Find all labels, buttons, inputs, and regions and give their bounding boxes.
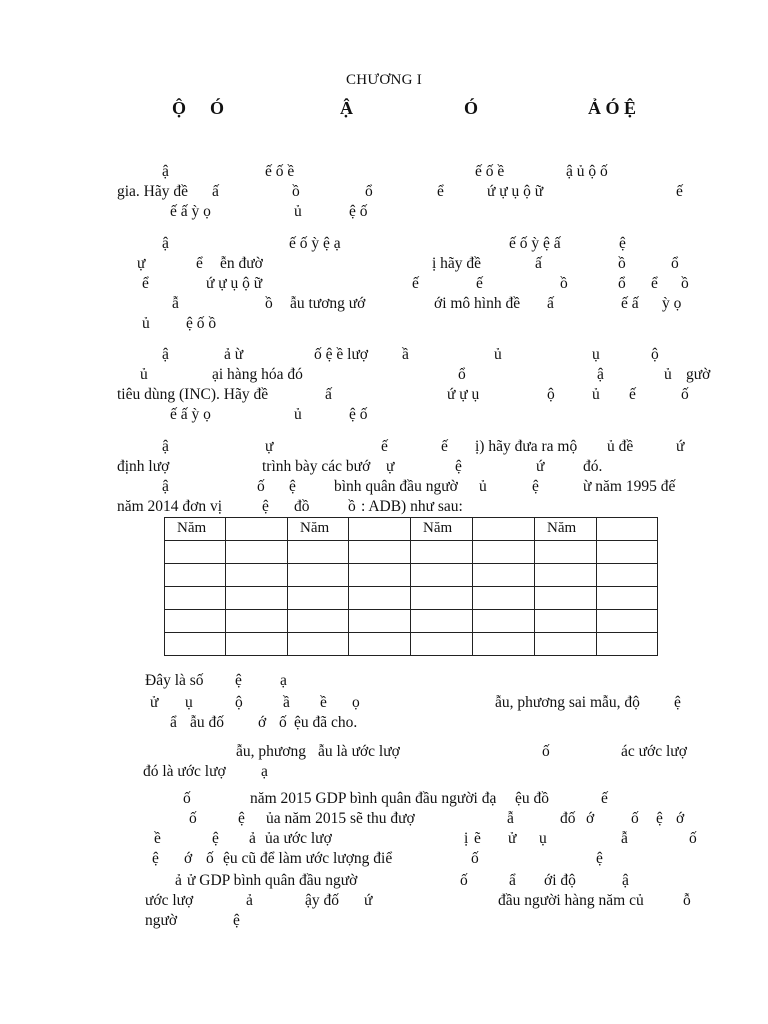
text-segment: đầu người hàng năm củ	[498, 892, 644, 909]
table-cell	[165, 541, 226, 564]
text-segment: ậ	[162, 235, 169, 252]
text-segment: ớ	[258, 714, 267, 731]
text-segment: ác ước lượ	[621, 743, 687, 760]
table-row	[165, 541, 658, 564]
table-cell	[288, 587, 349, 610]
text-segment: ế	[412, 275, 419, 292]
text-segment: ồ	[265, 295, 273, 312]
text-segment: gườ	[686, 366, 711, 383]
text-segment: tiêu dùng (INC). Hãy đề	[117, 386, 269, 403]
text-segment: ồ	[618, 255, 626, 272]
text-segment: năm 2015 GDP bình quân đầu người đạ	[250, 790, 497, 807]
table-cell	[349, 610, 411, 633]
table-cell	[288, 610, 349, 633]
text-segment: ố	[689, 830, 697, 847]
text-segment: ớ	[586, 810, 595, 827]
text-segment: ủ	[294, 203, 302, 220]
text-segment: ự	[386, 458, 395, 475]
text-segment: ộ	[651, 346, 659, 363]
table-cell	[597, 610, 658, 633]
text-segment: ệ	[674, 694, 681, 711]
text-segment: ự	[265, 438, 274, 455]
text-segment: ồ	[348, 498, 356, 515]
text-segment: ổ	[458, 366, 466, 383]
text-segment: ậ	[162, 478, 169, 495]
text-segment: ỳ ọ	[662, 295, 682, 312]
text-segment: ệ	[233, 912, 240, 929]
text-segment: đồ	[294, 498, 310, 515]
text-segment: ố	[542, 743, 550, 760]
text-segment: ụ	[592, 346, 600, 363]
table-header-cell: Năm	[165, 518, 226, 541]
text-segment: ủa năm 2015 sẽ thu đượ	[266, 810, 415, 827]
text-segment: ố	[279, 714, 287, 731]
text-segment: ệ	[235, 672, 242, 689]
text-segment: ẫ	[172, 295, 179, 312]
text-segment: ệ	[619, 235, 626, 252]
text-segment: ệ	[596, 850, 603, 867]
text-segment: ẩ	[170, 714, 177, 731]
text-segment: ị) hãy đưa ra mộ	[475, 438, 578, 455]
text-segment: ế	[601, 790, 608, 807]
text-segment: ậy đố	[305, 892, 340, 909]
text-segment: ệu đã cho.	[294, 714, 358, 731]
table-cell	[597, 564, 658, 587]
table-row	[165, 633, 658, 656]
text-segment: Đây là số	[145, 672, 204, 689]
text-segment: ệ ố	[349, 203, 368, 220]
text-segment: ệ ố ồ	[186, 315, 217, 332]
text-segment: ọ	[352, 694, 360, 711]
text-segment: ậ	[162, 346, 169, 363]
table-cell	[165, 633, 226, 656]
text-segment: : ADB) như sau:	[361, 498, 463, 515]
text-segment: ậ	[162, 438, 169, 455]
text-segment: ế ố ề	[475, 163, 505, 180]
table-cell	[597, 541, 658, 564]
table-cell	[349, 541, 411, 564]
text-segment: ấ	[325, 386, 332, 403]
table-cell	[411, 633, 473, 656]
text-segment: ế	[676, 183, 683, 200]
text-segment: ủa ước lượ	[265, 830, 332, 847]
text-segment: ồ	[560, 275, 568, 292]
text-segment: ủ	[664, 366, 672, 383]
table-cell	[535, 610, 597, 633]
text-segment: ớ	[676, 810, 685, 827]
text-segment: ố	[206, 850, 214, 867]
text-segment: ệ	[262, 498, 269, 515]
text-segment: ệ	[455, 458, 462, 475]
table-cell	[288, 564, 349, 587]
text-segment: ới mô hình đề	[434, 295, 521, 312]
text-segment: ử	[150, 694, 159, 711]
text-segment: ự	[137, 255, 146, 272]
text-segment: ị hãy đề	[432, 255, 482, 272]
text-segment: ề	[320, 694, 327, 711]
table-cell	[226, 564, 288, 587]
table-cell	[226, 541, 288, 564]
text-segment: ả	[175, 872, 182, 889]
table-header-row	[165, 518, 658, 541]
text-segment: ả	[249, 830, 256, 847]
text-segment: ẫu là ước lượ	[318, 743, 400, 760]
text-segment: ộ	[235, 694, 243, 711]
text-segment: ả	[246, 892, 253, 909]
text-segment: ổ	[618, 275, 626, 292]
text-segment: ế ấ	[621, 295, 639, 312]
text-segment: ệ	[212, 830, 219, 847]
text-segment: ẫu tương ướ	[290, 295, 366, 312]
text-segment: ệ	[289, 478, 296, 495]
text-segment: đố	[560, 810, 576, 827]
table-cell	[411, 587, 473, 610]
text-segment: ẩ	[509, 872, 516, 889]
text-segment: ỗ	[683, 892, 691, 909]
text-segment: ụ	[539, 830, 547, 847]
text-segment: ủ	[479, 478, 487, 495]
text-segment: ế ố ề	[265, 163, 295, 180]
text-segment: đó là ước lượ	[143, 763, 226, 780]
text-segment: ổ	[671, 255, 679, 272]
text-segment: ố	[631, 810, 639, 827]
text-segment: ả ừ	[224, 346, 244, 363]
text-segment: ứ ự ụ ộ ữ	[206, 275, 263, 292]
text-segment: ệu cũ để làm ước lượng điể	[223, 850, 393, 867]
text-segment: ới độ	[544, 872, 576, 889]
text-segment: ấ	[535, 255, 542, 272]
subtitle-fragment: Ó	[210, 98, 225, 118]
text-segment: ẫ	[507, 810, 514, 827]
subtitle-fragment: Ó	[464, 98, 479, 118]
gdp-data-table	[164, 517, 658, 656]
table-cell	[349, 587, 411, 610]
table-cell	[411, 564, 473, 587]
text-segment: ầ	[402, 346, 409, 363]
text-segment: đó.	[583, 458, 603, 475]
text-segment: ố ệ ề lượ	[314, 346, 369, 363]
text-segment: ủ	[294, 406, 302, 423]
table-header-cell	[349, 518, 411, 541]
text-segment: ố	[257, 478, 265, 495]
text-segment: ồ	[292, 183, 300, 200]
text-segment: ẫ	[621, 830, 628, 847]
table-cell	[288, 633, 349, 656]
text-segment: ị	[464, 830, 469, 847]
table-cell	[165, 587, 226, 610]
text-segment: ấ	[212, 183, 219, 200]
text-segment: ố	[471, 850, 479, 867]
table-cell	[226, 610, 288, 633]
text-segment: ế	[476, 275, 483, 292]
text-segment: ộ	[547, 386, 555, 403]
text-segment: bình quân đầu ngườ	[334, 478, 458, 495]
table-cell	[411, 610, 473, 633]
text-segment: ẫu đố	[190, 714, 225, 731]
table-cell	[473, 587, 535, 610]
table-cell	[349, 564, 411, 587]
text-segment: ứ	[536, 458, 545, 475]
table-cell	[535, 564, 597, 587]
text-segment: ế ố ỳ ệ ạ	[289, 235, 341, 252]
table-header-cell: Năm	[535, 518, 597, 541]
table-cell	[535, 587, 597, 610]
text-segment: ứ ự ụ ộ ữ	[487, 183, 544, 200]
text-segment: ậ	[162, 163, 169, 180]
table-cell	[226, 633, 288, 656]
text-segment: ứ	[676, 438, 685, 455]
text-segment: ế ấ ỳ ọ	[170, 203, 211, 220]
table-cell	[473, 541, 535, 564]
text-segment: ế	[441, 438, 448, 455]
text-segment: ước lượ	[145, 892, 194, 909]
table-cell	[597, 633, 658, 656]
text-segment: ậ	[622, 872, 629, 889]
subtitle-fragment: Ộ	[172, 98, 187, 118]
text-segment: ấ	[547, 295, 554, 312]
text-segment: ệ ố	[349, 406, 368, 423]
chapter-heading: CHƯƠNG I	[345, 72, 423, 88]
text-segment: ệu đồ	[515, 790, 550, 807]
text-segment: ế	[381, 438, 388, 455]
text-segment: ế ố ỳ ệ ấ	[509, 235, 561, 252]
text-segment: ớ	[184, 850, 193, 867]
table-row	[165, 610, 658, 633]
table-cell	[535, 633, 597, 656]
table-cell	[165, 564, 226, 587]
text-segment: trình bày các bướ	[262, 458, 371, 475]
table-row	[165, 587, 658, 610]
text-segment: ố	[183, 790, 191, 807]
table-header-cell: Năm	[288, 518, 349, 541]
text-segment: năm 2014 đơn vị	[117, 498, 223, 515]
text-segment: ử GDP bình quân đầu ngườ	[187, 872, 358, 889]
table-cell	[473, 610, 535, 633]
text-segment: ứ ự ụ	[447, 386, 480, 403]
text-segment: ụ	[185, 694, 193, 711]
table-cell	[165, 610, 226, 633]
text-segment: ể	[142, 275, 149, 292]
table-header-cell	[473, 518, 535, 541]
table-cell	[349, 633, 411, 656]
text-segment: định lượ	[117, 458, 170, 475]
table-cell	[597, 587, 658, 610]
table-header-cell	[226, 518, 288, 541]
text-segment: gia. Hãy đề	[117, 183, 189, 200]
text-segment: ẫu, phương	[236, 743, 306, 760]
subtitle-fragment: Ậ	[340, 98, 353, 118]
text-segment: ổ	[365, 183, 373, 200]
text-segment: ể	[437, 183, 444, 200]
text-segment: ử	[508, 830, 517, 847]
table-row	[165, 564, 658, 587]
text-segment: ố	[681, 386, 689, 403]
text-segment: ậ	[597, 366, 604, 383]
text-segment: ố	[460, 872, 468, 889]
text-segment: ễn đườ	[220, 255, 263, 272]
text-segment: ạ	[280, 672, 287, 689]
text-segment: ại hàng hóa đó	[212, 366, 303, 383]
text-segment: ể	[651, 275, 658, 292]
text-segment: ố	[189, 810, 197, 827]
table-cell	[473, 564, 535, 587]
text-segment: ẽ	[474, 830, 481, 847]
text-segment: ủ	[494, 346, 502, 363]
text-segment: ồ	[681, 275, 689, 292]
text-segment: ứ	[364, 892, 373, 909]
text-segment: ậ ủ ộ ố	[566, 163, 608, 180]
text-segment: ạ	[261, 763, 268, 780]
text-segment: ủ	[140, 366, 148, 383]
text-segment: ẫu, phương sai mẫu, độ	[495, 694, 640, 711]
table-cell	[288, 541, 349, 564]
text-segment: ệ	[532, 478, 539, 495]
subtitle-fragment: Ả Ó Ệ	[588, 98, 637, 118]
text-segment: ế ấ ỳ ọ	[170, 406, 211, 423]
text-segment: ừ năm 1995 đế	[583, 478, 676, 495]
text-segment: ngườ	[145, 912, 178, 929]
table-cell	[473, 633, 535, 656]
text-segment: ủ	[142, 315, 150, 332]
table-header-cell	[597, 518, 658, 541]
text-segment: ệ	[656, 810, 663, 827]
table-cell	[226, 587, 288, 610]
text-segment: ệ	[152, 850, 159, 867]
table-header-cell: Năm	[411, 518, 473, 541]
text-segment: ề	[154, 830, 161, 847]
text-segment: ế	[629, 386, 636, 403]
table-cell	[411, 541, 473, 564]
table-cell	[535, 541, 597, 564]
text-segment: ể	[196, 255, 203, 272]
text-segment: ủ	[592, 386, 600, 403]
text-segment: ủ đề	[607, 438, 634, 455]
text-segment: ệ	[238, 810, 245, 827]
text-segment: ầ	[283, 694, 290, 711]
